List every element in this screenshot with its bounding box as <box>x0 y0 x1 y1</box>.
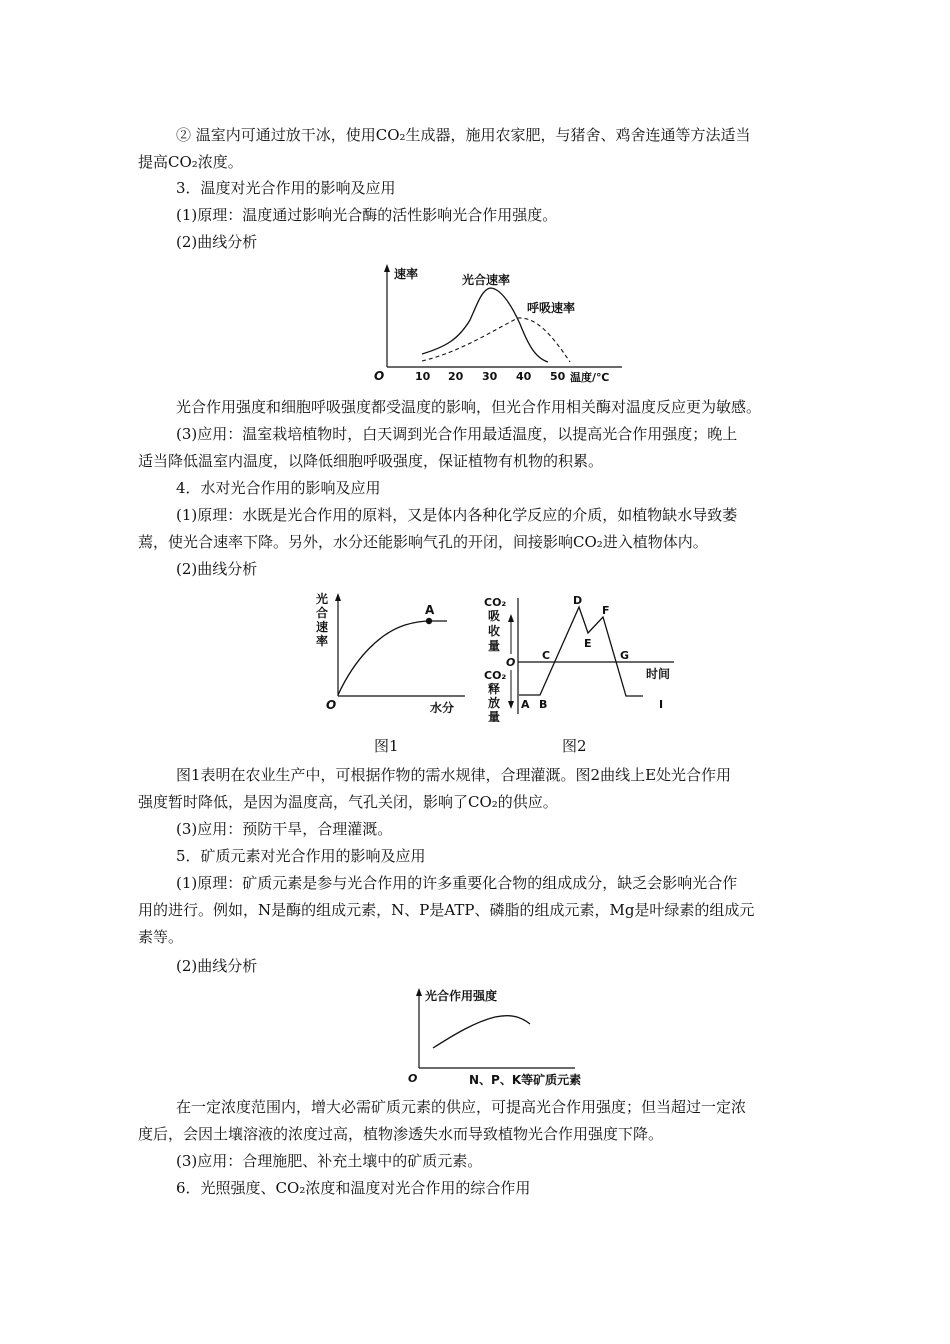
x-tick-label: 10 <box>415 370 431 383</box>
x-tick-label: 30 <box>482 370 498 383</box>
y-axis-arrow <box>335 593 341 601</box>
point-label-b: B <box>539 698 548 711</box>
text-line: 图1表明在农业生产中，可根据作物的需水规律，合理灌溉。图2曲线上E处光合作用 <box>176 766 732 784</box>
text-line: (3)应用：预防干旱，合理灌溉。 <box>176 820 393 838</box>
x-tick-label: 20 <box>448 370 464 383</box>
text-line: (2)曲线分析 <box>176 560 258 578</box>
text-line: (2)曲线分析 <box>176 233 258 251</box>
mineral-curve <box>433 1016 530 1048</box>
mineral-curve-figure <box>405 984 595 1092</box>
section-heading: 5．矿质元素对光合作用的影响及应用 <box>176 847 426 865</box>
water-figure-2 <box>478 592 678 722</box>
point-label-c: C <box>542 649 551 662</box>
origin-label: O <box>326 698 337 712</box>
y-axis-label: 率 <box>316 634 329 648</box>
text-line: (3)应用：合理施肥、补充土壤中的矿质元素。 <box>176 1152 483 1170</box>
text-line: (3)应用：温室栽培植物时，白天调到光合作用最适温度，以提高光合作用强度；晚上 <box>176 425 738 443</box>
up-arrow <box>508 614 514 622</box>
section-heading: 3．温度对光合作用的影响及应用 <box>176 179 396 197</box>
temperature-curve-figure <box>370 262 630 387</box>
origin-label: O <box>374 369 385 383</box>
y-label-top: CO₂ <box>484 596 507 609</box>
section-heading: 6．光照强度、CO₂浓度和温度对光合作用的综合作用 <box>176 1179 531 1197</box>
text-line: 度后，会因土壤溶液的浓度过高，植物渗透失水而导致植物光合作用强度下降。 <box>138 1125 664 1143</box>
y-label-bottom: 放 <box>488 696 501 710</box>
point-a <box>426 618 432 624</box>
x-tick-label: 40 <box>516 370 532 383</box>
point-label-a: A <box>521 698 530 711</box>
y-axis-arrow <box>416 988 422 996</box>
x-tick-label: 50 <box>550 370 566 383</box>
point-label-e: E <box>584 637 592 650</box>
point-label-g: G <box>620 649 630 662</box>
y-axis-label: 速 <box>316 620 329 634</box>
section-heading: 4．水对光合作用的影响及应用 <box>176 479 381 497</box>
text-line: 素等。 <box>138 928 184 946</box>
point-label-f: F <box>602 604 610 617</box>
text-line: (1)原理：水既是光合作用的原料，又是体内各种化学反应的介质，如植物缺水导致萎 <box>176 506 738 524</box>
text-line: 适当降低温室内温度，以降低细胞呼吸强度，保证植物有机物的积累。 <box>138 452 604 470</box>
y-axis-label: 合 <box>316 606 329 620</box>
point-label-i: I <box>659 698 664 711</box>
y-label-bottom: 量 <box>488 710 501 722</box>
y-label-bottom: 释 <box>488 682 501 696</box>
photosynthesis-curve <box>422 288 548 362</box>
x-axis-label: N、P、K等矿质元素 <box>469 1073 582 1087</box>
text-line: 强度暂时降低，是因为温度高，气孔关闭，影响了CO₂的供应。 <box>138 793 558 811</box>
x-axis-label: 温度/℃ <box>570 371 610 384</box>
y-axis-label: 速率 <box>394 267 419 281</box>
y-label-top: 收 <box>488 624 501 638</box>
water-figure-1 <box>310 588 470 718</box>
y-axis-label: 光合作用强度 <box>425 989 498 1003</box>
text-line: (2)曲线分析 <box>176 957 258 975</box>
y-axis-label: 光 <box>316 592 329 606</box>
y-label-top: 量 <box>488 639 501 653</box>
series-label-photosynthesis: 光合速率 <box>462 273 511 287</box>
series-label-respiration: 呼吸速率 <box>527 301 576 315</box>
point-label-d: D <box>573 594 583 607</box>
y-label-bottom: CO₂ <box>484 669 507 682</box>
figure-caption: 图2 <box>562 737 587 755</box>
text-line: 在一定浓度范围内，增大必需矿质元素的供应，可提高光合作用强度；但当超过一定浓 <box>176 1098 747 1116</box>
x-axis-label: 水分 <box>430 701 455 715</box>
origin-label: O <box>506 656 516 669</box>
text-line: 光合作用强度和细胞呼吸强度都受温度的影响，但光合作用相关酶对温度反应更为敏感。 <box>176 398 762 416</box>
y-label-top: 吸 <box>488 609 501 623</box>
text-line: ② 温室内可通过放干冰，使用CO₂生成器，施用农家肥，与猪舍、鸡舍连通等方法适当 <box>176 126 751 144</box>
point-a-label: A <box>425 603 435 617</box>
text-line: (1)原理：矿质元素是参与光合作用的许多重要化合物的组成成分，缺乏会影响光合作 <box>176 874 738 892</box>
text-line: (1)原理：温度通过影响光合酶的活性影响光合作用强度。 <box>176 206 558 224</box>
text-line: 用的进行。例如，N是酶的组成元素，N、P是ATP、磷脂的组成元素，Mg是叶绿素的组成元 <box>138 901 755 919</box>
origin-label: O <box>408 1072 418 1085</box>
water-curve <box>338 621 447 695</box>
text-line: 提高CO₂浓度。 <box>138 153 243 171</box>
y-axis-arrow <box>384 264 390 272</box>
figure-caption: 图1 <box>374 737 399 755</box>
down-arrow <box>508 701 514 709</box>
x-axis-label: 时间 <box>646 667 671 681</box>
respiration-curve <box>422 318 570 362</box>
text-line: 蔫，使光合速率下降。另外，水分还能影响气孔的开闭，间接影响CO₂进入植物体内。 <box>138 533 708 551</box>
